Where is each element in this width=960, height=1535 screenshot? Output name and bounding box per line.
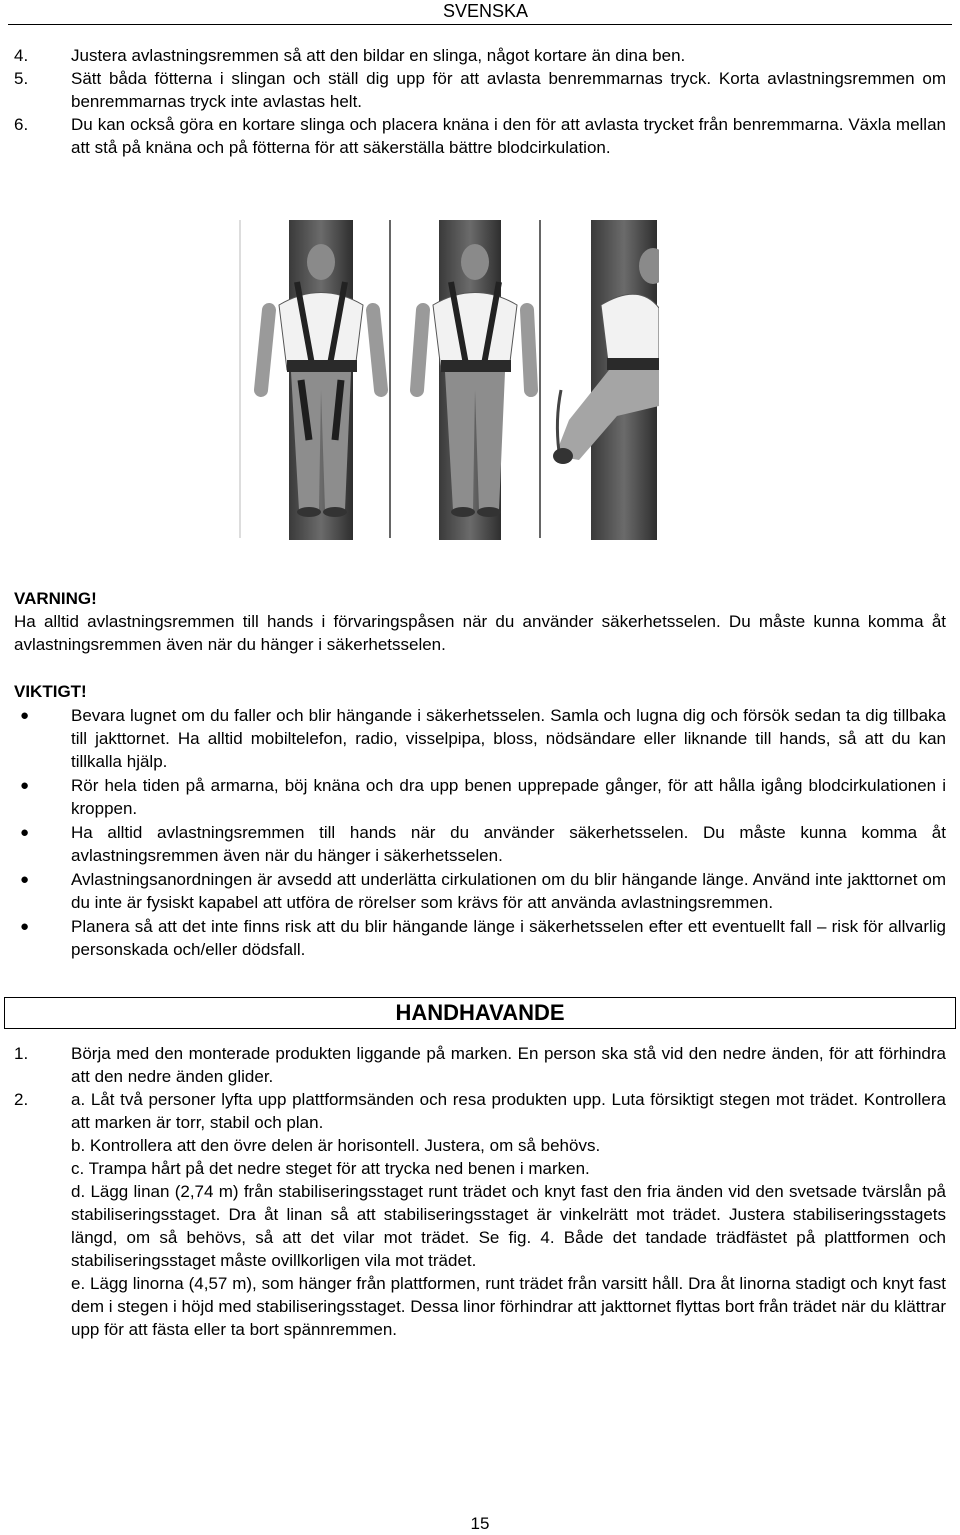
step-text: Sätt båda fötterna i slingan och ställ dig upp för att avlasta benremmarnas tryck. Korta avlastningsremmen om benremmarnas tryck inte avlastas helt.: [71, 69, 946, 111]
list-item: [14, 868, 946, 914]
photo-standing-angled: [390, 220, 531, 540]
bullet-icon: ●: [20, 824, 30, 841]
step-text-block: [71, 1088, 946, 1341]
list-item-text: Planera så att det inte finns risk att du blir hängande länge i säkerhetsselen efter ett eventuellt fall – risk för allvarlig personskada och/eller dödsfall.: [71, 917, 946, 959]
step-text: Justera avlastningsremmen så att den bildar en slinga, något kortare än dina ben.: [71, 46, 686, 65]
step-number: 5.: [14, 69, 29, 88]
header-language: SVENSKA: [442, 1, 528, 21]
list-item: [14, 67, 946, 113]
list-item-text: Rör hela tiden på armarna, böj knäna och dra upp benen upprepade gånger, för att hålla igång blodcirkulationen i kroppen.: [71, 776, 946, 818]
photo-kneeling-in-loop: [540, 220, 659, 540]
step-number: 6.: [14, 115, 29, 134]
bullet-icon: ●: [20, 707, 30, 724]
list-item: [14, 704, 946, 773]
list-item-text: Bevara lugnet om du faller och blir hängande i säkerhetsselen. Samla och lugna dig och försök sedan ta dig tillbaka till jakttornet. Ha alltid mobiltelefon, radio, visselpipa, bloss, nödsändare eller liknande till hands, så att du kan tillkalla hjälp.: [71, 706, 946, 771]
bullet-icon: ●: [20, 777, 30, 794]
page-number: 15: [470, 1514, 490, 1533]
warning-text: Ha alltid avlastningsremmen till hands i förvaringspåsen när du använder säkerhetsselen. Du måste kunna komma åt avlastningsremmen även när du hänger i säkerhetsselen.: [14, 612, 946, 654]
step-paragraph: c. Trampa hårt på det nedre steget för att trycka ned benen i marken.: [71, 1159, 590, 1178]
list-item: [14, 821, 946, 867]
step-paragraph: Börja med den monterade produkten liggande på marken. En person ska stå vid den nedre änden, för att förhindra att den nedre änden glider.: [71, 1044, 946, 1086]
important-title: VIKTIGT!: [14, 682, 87, 701]
list-item-text: Avlastningsanordningen är avsedd att underlätta cirkulationen om du blir hängande länge. Använd inte jakttornet om du inte är fysiskt kapabel att utföra de rörelser som krävs för att använda avlastningsremmen.: [71, 870, 946, 912]
list-item: [14, 44, 946, 67]
list-item-text: Ha alltid avlastningsremmen till hands när du använder säkerhetsselen. Du måste kunna komma åt avlastningsremmen även när du hänger i säkerhetsselen.: [71, 823, 946, 865]
header-rule: [8, 24, 952, 25]
section-heading-box: [4, 997, 956, 1029]
step-number: 1.: [14, 1044, 29, 1063]
section-title: HANDHAVANDE: [395, 1000, 565, 1025]
list-item: [14, 1042, 946, 1088]
step-paragraph: d. Lägg linan (2,74 m) från stabiliseringsstaget runt trädet och knyt fast den fria änden vid den svetsade tvärslån på stabiliseringsstaget. Dra åt linan så att stabiliseringsstaget är vinkelrätt mot trädet. Justera stabiliseringsstagets längd, om så behövs, så att det vilar mot trädet. Se fig. 4. Både det tandade trädfästet på plattformen och stabiliseringsstaget måste ovillkorligen vila mot trädet.: [71, 1182, 946, 1270]
relief-strap-illustration: [239, 220, 659, 540]
steps-top-list: [14, 44, 946, 159]
list-item: [14, 774, 946, 820]
step-number: 4.: [14, 46, 29, 65]
photo-standing-front: [240, 220, 381, 540]
step-number: 2.: [14, 1090, 29, 1109]
important-list: [14, 704, 946, 961]
steps-bottom-list: [14, 1042, 946, 1341]
step-text: Du kan också göra en kortare slinga och placera knäna i den för att avlasta trycket från benremmarna. Växla mellan att stå på knäna och på fötterna för att säkerställa bättre blodcirkulation.: [71, 115, 946, 157]
bullet-icon: ●: [20, 871, 30, 888]
step-text-block: [71, 1042, 946, 1088]
step-paragraph: e. Lägg linorna (4,57 m), som hänger från plattformen, runt trädet från varsitt håll. Dra åt linorna stadigt och knyt fast dem i stegen i höjd med stabiliseringsstaget. Dessa linor förhindrar att jakttornet flyttas bort från trädet när du klättrar upp för att fästa eller ta bort spännremmen.: [71, 1274, 946, 1339]
list-item: [14, 113, 946, 159]
list-item: [14, 915, 946, 961]
bullet-icon: ●: [20, 918, 30, 935]
warning-title: VARNING!: [14, 589, 97, 608]
list-item: [14, 1088, 946, 1341]
step-paragraph: b. Kontrollera att den övre delen är horisontell. Justera, om så behövs.: [71, 1136, 601, 1155]
step-paragraph: a. Låt två personer lyfta upp plattformsänden och resa produkten upp. Luta försiktigt stegen mot trädet. Kontrollera att marken är torr, stabil och plan.: [71, 1090, 946, 1132]
